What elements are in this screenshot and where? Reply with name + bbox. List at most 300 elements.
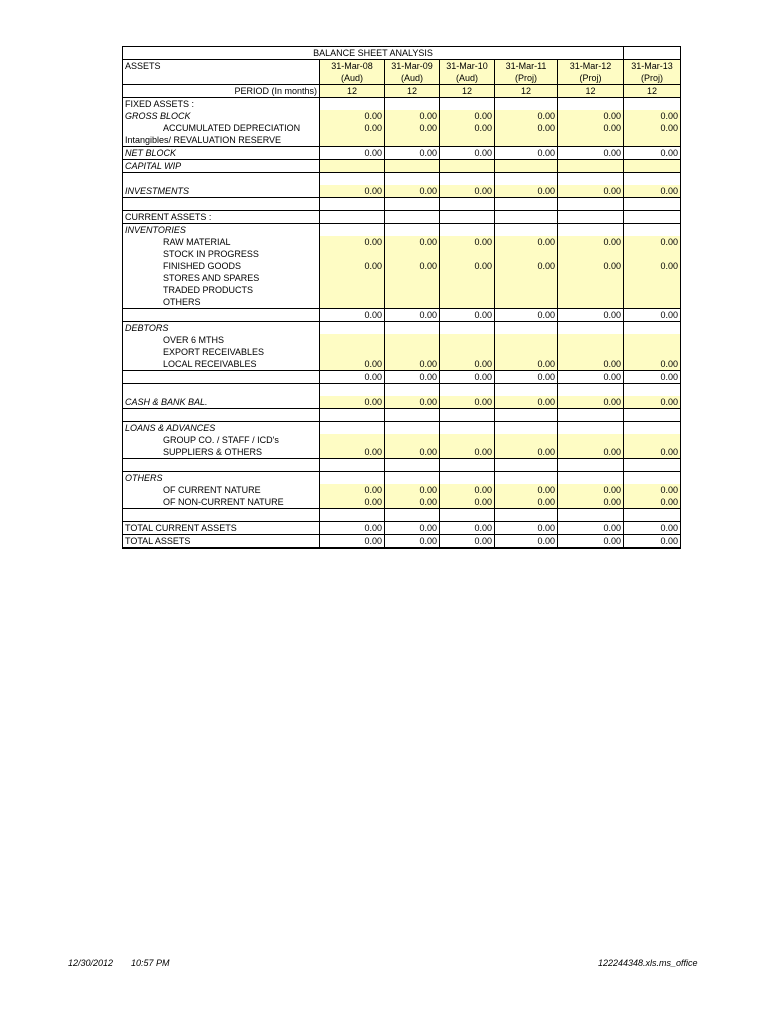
value-cell (558, 284, 624, 296)
header-type-row (123, 72, 681, 85)
value-cell: 0.00 (385, 236, 440, 248)
value-cell (440, 434, 495, 446)
value-cell (385, 459, 440, 472)
value-cell: 0.00 (624, 396, 681, 409)
column-date: 31-Mar-08 (320, 60, 385, 73)
value-cell (440, 334, 495, 346)
value-cell: 0.00 (624, 371, 681, 384)
value-cell: 0.00 (624, 496, 681, 509)
value-cell: 0.00 (320, 185, 385, 198)
value-cell (385, 198, 440, 211)
value-cell: 0.00 (624, 358, 681, 371)
column-type: (Aud) (440, 72, 495, 85)
table-row (123, 535, 681, 549)
value-cell (385, 173, 440, 186)
value-cell: 0.00 (320, 522, 385, 535)
value-cell (495, 173, 558, 186)
value-cell (558, 173, 624, 186)
row-label (123, 409, 320, 422)
value-cell: 0.00 (558, 309, 624, 322)
value-cell (558, 459, 624, 472)
table-row (123, 110, 681, 122)
value-cell (320, 284, 385, 296)
value-cell: 0.00 (320, 236, 385, 248)
period-row (123, 85, 681, 98)
value-cell: 0.00 (385, 122, 440, 134)
row-label: CAPITAL WIP (123, 160, 320, 173)
value-cell (558, 134, 624, 147)
value-cell (558, 434, 624, 446)
value-cell (558, 98, 624, 111)
column-period: 12 (320, 85, 385, 98)
value-cell (624, 346, 681, 358)
row-label: OF CURRENT NATURE (123, 484, 320, 496)
value-cell: 0.00 (495, 496, 558, 509)
column-type: (Proj) (558, 72, 624, 85)
value-cell (440, 224, 495, 237)
value-cell: 0.00 (385, 147, 440, 160)
assets-label: ASSETS (123, 60, 320, 73)
column-period: 12 (440, 85, 495, 98)
value-cell: 0.00 (495, 371, 558, 384)
row-label (123, 173, 320, 186)
value-cell: 0.00 (495, 309, 558, 322)
value-cell: 0.00 (440, 122, 495, 134)
value-cell (320, 198, 385, 211)
value-cell (385, 346, 440, 358)
value-cell: 0.00 (385, 496, 440, 509)
row-label: GROUP CO. / STAFF / ICD's (123, 434, 320, 446)
value-cell: 0.00 (385, 110, 440, 122)
value-cell (624, 422, 681, 435)
value-cell (385, 434, 440, 446)
value-cell: 0.00 (495, 396, 558, 409)
row-label: INVESTMENTS (123, 185, 320, 198)
table-row (123, 322, 681, 335)
column-date: 31-Mar-09 (385, 60, 440, 73)
value-cell: 0.00 (320, 396, 385, 409)
value-cell (558, 211, 624, 224)
value-cell: 0.00 (440, 185, 495, 198)
value-cell (624, 198, 681, 211)
value-cell: 0.00 (558, 358, 624, 371)
value-cell (440, 160, 495, 173)
row-label: INVENTORIES (123, 224, 320, 237)
value-cell (320, 248, 385, 260)
value-cell: 0.00 (558, 260, 624, 272)
value-cell (624, 434, 681, 446)
value-cell (320, 434, 385, 446)
value-cell (440, 284, 495, 296)
value-cell (440, 134, 495, 147)
value-cell: 0.00 (495, 236, 558, 248)
table-row (123, 122, 681, 134)
value-cell: 0.00 (558, 236, 624, 248)
value-cell (624, 334, 681, 346)
value-cell: 0.00 (440, 371, 495, 384)
table-row (123, 260, 681, 272)
value-cell: 0.00 (440, 522, 495, 535)
value-cell (495, 472, 558, 485)
value-cell (558, 334, 624, 346)
value-cell (385, 472, 440, 485)
column-period: 12 (558, 85, 624, 98)
sheet-title: BALANCE SHEET ANALYSIS (123, 47, 624, 60)
value-cell: 0.00 (624, 484, 681, 496)
value-cell (624, 459, 681, 472)
row-label: CASH & BANK BAL. (123, 396, 320, 409)
value-cell: 0.00 (385, 535, 440, 549)
value-cell (385, 509, 440, 522)
value-cell: 0.00 (385, 260, 440, 272)
column-date: 31-Mar-11 (495, 60, 558, 73)
value-cell (440, 459, 495, 472)
row-label: OF NON-CURRENT NATURE (123, 496, 320, 509)
value-cell: 0.00 (558, 484, 624, 496)
value-cell: 0.00 (495, 185, 558, 198)
value-cell (320, 134, 385, 147)
table-row (123, 384, 681, 397)
value-cell: 0.00 (495, 358, 558, 371)
value-cell (495, 211, 558, 224)
value-cell: 0.00 (495, 260, 558, 272)
value-cell (558, 384, 624, 397)
row-label: OVER 6 MTHS (123, 334, 320, 346)
value-cell (385, 384, 440, 397)
value-cell (624, 173, 681, 186)
row-label: OTHERS (123, 296, 320, 309)
value-cell: 0.00 (495, 110, 558, 122)
value-cell (320, 224, 385, 237)
value-cell: 0.00 (385, 396, 440, 409)
value-cell (385, 272, 440, 284)
value-cell (558, 346, 624, 358)
value-cell: 0.00 (385, 522, 440, 535)
column-date: 31-Mar-10 (440, 60, 495, 73)
table-row (123, 472, 681, 485)
row-label: EXPORT RECEIVABLES (123, 346, 320, 358)
table-row (123, 371, 681, 384)
value-cell: 0.00 (558, 396, 624, 409)
value-cell (440, 211, 495, 224)
value-cell (495, 459, 558, 472)
row-label: CURRENT ASSETS : (123, 211, 320, 224)
value-cell (385, 211, 440, 224)
table-row (123, 309, 681, 322)
value-cell (320, 160, 385, 173)
value-cell: 0.00 (320, 535, 385, 549)
value-cell (624, 322, 681, 335)
table-row (123, 422, 681, 435)
value-cell: 0.00 (440, 260, 495, 272)
table-row (123, 346, 681, 358)
table-row (123, 272, 681, 284)
value-cell: 0.00 (320, 358, 385, 371)
value-cell: 0.00 (558, 535, 624, 549)
value-cell (385, 409, 440, 422)
value-cell: 0.00 (624, 185, 681, 198)
value-cell (495, 422, 558, 435)
value-cell (440, 296, 495, 309)
row-label: FIXED ASSETS : (123, 98, 320, 111)
row-label: FINISHED GOODS (123, 260, 320, 272)
value-cell (320, 346, 385, 358)
footer-filename: 122244348.xls.ms_office (598, 958, 698, 968)
value-cell (440, 198, 495, 211)
value-cell: 0.00 (320, 484, 385, 496)
value-cell (558, 409, 624, 422)
row-label: STOCK IN PROGRESS (123, 248, 320, 260)
value-cell (320, 509, 385, 522)
value-cell: 0.00 (440, 309, 495, 322)
value-cell: 0.00 (624, 147, 681, 160)
value-cell: 0.00 (558, 446, 624, 459)
value-cell: 0.00 (495, 122, 558, 134)
value-cell (385, 248, 440, 260)
value-cell (558, 509, 624, 522)
value-cell: 0.00 (385, 358, 440, 371)
value-cell (320, 459, 385, 472)
value-cell: 0.00 (385, 484, 440, 496)
value-cell: 0.00 (320, 446, 385, 459)
table-row (123, 173, 681, 186)
value-cell: 0.00 (558, 185, 624, 198)
value-cell: 0.00 (440, 396, 495, 409)
value-cell (558, 322, 624, 335)
value-cell (320, 173, 385, 186)
value-cell: 0.00 (320, 147, 385, 160)
value-cell (440, 248, 495, 260)
table-row (123, 396, 681, 409)
row-label: RAW MATERIAL (123, 236, 320, 248)
table-row (123, 236, 681, 248)
value-cell: 0.00 (320, 260, 385, 272)
value-cell (558, 472, 624, 485)
row-label: GROSS BLOCK (123, 110, 320, 122)
value-cell: 0.00 (320, 309, 385, 322)
footer-date: 12/30/2012 (68, 958, 114, 968)
value-cell (440, 422, 495, 435)
table-row (123, 496, 681, 509)
column-type: (Proj) (624, 72, 681, 85)
column-date: 31-Mar-13 (624, 60, 681, 73)
value-cell (624, 98, 681, 111)
footer-time: 10:57 PM (131, 958, 170, 968)
row-label: LOCAL RECEIVABLES (123, 358, 320, 371)
value-cell (385, 296, 440, 309)
value-cell (440, 384, 495, 397)
value-cell (495, 322, 558, 335)
table-row (123, 434, 681, 446)
value-cell: 0.00 (385, 371, 440, 384)
row-label (123, 459, 320, 472)
value-cell (624, 134, 681, 147)
row-label: DEBTORS (123, 322, 320, 335)
value-cell (624, 384, 681, 397)
table-row (123, 198, 681, 211)
value-cell (320, 422, 385, 435)
value-cell (320, 296, 385, 309)
table-row (123, 409, 681, 422)
row-label: TOTAL ASSETS (123, 535, 320, 549)
value-cell: 0.00 (440, 147, 495, 160)
row-label (123, 509, 320, 522)
row-label: LOANS & ADVANCES (123, 422, 320, 435)
row-label (123, 384, 320, 397)
value-cell: 0.00 (440, 446, 495, 459)
value-cell: 0.00 (624, 309, 681, 322)
table-row (123, 509, 681, 522)
value-cell (440, 173, 495, 186)
column-type: (Aud) (320, 72, 385, 85)
value-cell (495, 224, 558, 237)
value-cell: 0.00 (385, 446, 440, 459)
value-cell (558, 224, 624, 237)
column-type: (Proj) (495, 72, 558, 85)
row-label (123, 371, 320, 384)
value-cell (320, 211, 385, 224)
value-cell: 0.00 (385, 185, 440, 198)
value-cell (320, 98, 385, 111)
title-blank-cell (624, 47, 681, 60)
value-cell (385, 284, 440, 296)
value-cell: 0.00 (440, 110, 495, 122)
value-cell: 0.00 (320, 110, 385, 122)
value-cell (320, 409, 385, 422)
table-row (123, 484, 681, 496)
value-cell: 0.00 (320, 371, 385, 384)
table-row (123, 147, 681, 160)
value-cell (624, 284, 681, 296)
value-cell (558, 198, 624, 211)
value-cell: 0.00 (624, 522, 681, 535)
table-row (123, 522, 681, 535)
value-cell: 0.00 (558, 371, 624, 384)
value-cell (320, 472, 385, 485)
value-cell (440, 272, 495, 284)
table-row (123, 224, 681, 237)
value-cell (320, 334, 385, 346)
value-cell (385, 98, 440, 111)
value-cell (495, 346, 558, 358)
value-cell (495, 272, 558, 284)
table-row (123, 459, 681, 472)
value-cell (624, 509, 681, 522)
value-cell: 0.00 (440, 358, 495, 371)
value-cell (495, 248, 558, 260)
value-cell: 0.00 (495, 535, 558, 549)
value-cell (320, 384, 385, 397)
row-label: OTHERS (123, 472, 320, 485)
table-row (123, 134, 681, 147)
value-cell: 0.00 (320, 122, 385, 134)
value-cell (624, 272, 681, 284)
value-cell: 0.00 (440, 535, 495, 549)
value-cell (385, 224, 440, 237)
column-type: (Aud) (385, 72, 440, 85)
value-cell: 0.00 (624, 446, 681, 459)
value-cell (440, 322, 495, 335)
value-cell (495, 98, 558, 111)
value-cell (558, 422, 624, 435)
value-cell (320, 322, 385, 335)
period-label: PERIOD (In months) (123, 85, 320, 98)
row-label: Intangibles/ REVALUATION RESERVE (123, 134, 320, 147)
value-cell (385, 160, 440, 173)
value-cell: 0.00 (495, 147, 558, 160)
value-cell (624, 160, 681, 173)
table-row (123, 358, 681, 371)
row-label (123, 309, 320, 322)
value-cell (558, 296, 624, 309)
value-cell (440, 346, 495, 358)
table-row (123, 296, 681, 309)
value-cell (495, 284, 558, 296)
value-cell (440, 98, 495, 111)
row-label: TOTAL CURRENT ASSETS (123, 522, 320, 535)
table-row (123, 334, 681, 346)
blank-cell (123, 72, 320, 85)
value-cell (624, 211, 681, 224)
row-label: ACCUMULATED DEPRECIATION (123, 122, 320, 134)
row-label: STORES AND SPARES (123, 272, 320, 284)
balance-sheet-table (122, 46, 681, 549)
table-row (123, 98, 681, 111)
row-label: NET BLOCK (123, 147, 320, 160)
value-cell (385, 422, 440, 435)
value-cell (495, 134, 558, 147)
value-cell: 0.00 (558, 147, 624, 160)
value-cell: 0.00 (624, 236, 681, 248)
value-cell: 0.00 (624, 260, 681, 272)
column-period: 12 (385, 85, 440, 98)
value-cell: 0.00 (440, 236, 495, 248)
value-cell: 0.00 (624, 122, 681, 134)
table-row (123, 185, 681, 198)
column-period: 12 (624, 85, 681, 98)
value-cell (385, 134, 440, 147)
column-period: 12 (495, 85, 558, 98)
row-label (123, 198, 320, 211)
table-row (123, 248, 681, 260)
value-cell: 0.00 (558, 522, 624, 535)
value-cell: 0.00 (495, 446, 558, 459)
value-cell (558, 272, 624, 284)
value-cell (495, 160, 558, 173)
value-cell (495, 509, 558, 522)
value-cell (624, 224, 681, 237)
table-row (123, 446, 681, 459)
value-cell (624, 296, 681, 309)
value-cell: 0.00 (558, 496, 624, 509)
table-row (123, 284, 681, 296)
value-cell: 0.00 (624, 535, 681, 549)
value-cell (440, 509, 495, 522)
value-cell (385, 322, 440, 335)
value-cell (624, 248, 681, 260)
value-cell: 0.00 (385, 309, 440, 322)
table-row (123, 160, 681, 173)
row-label: TRADED PRODUCTS (123, 284, 320, 296)
value-cell: 0.00 (624, 110, 681, 122)
value-cell: 0.00 (558, 122, 624, 134)
column-date: 31-Mar-12 (558, 60, 624, 73)
value-cell (495, 434, 558, 446)
value-cell (624, 472, 681, 485)
value-cell (624, 409, 681, 422)
value-cell: 0.00 (320, 496, 385, 509)
value-cell: 0.00 (558, 110, 624, 122)
